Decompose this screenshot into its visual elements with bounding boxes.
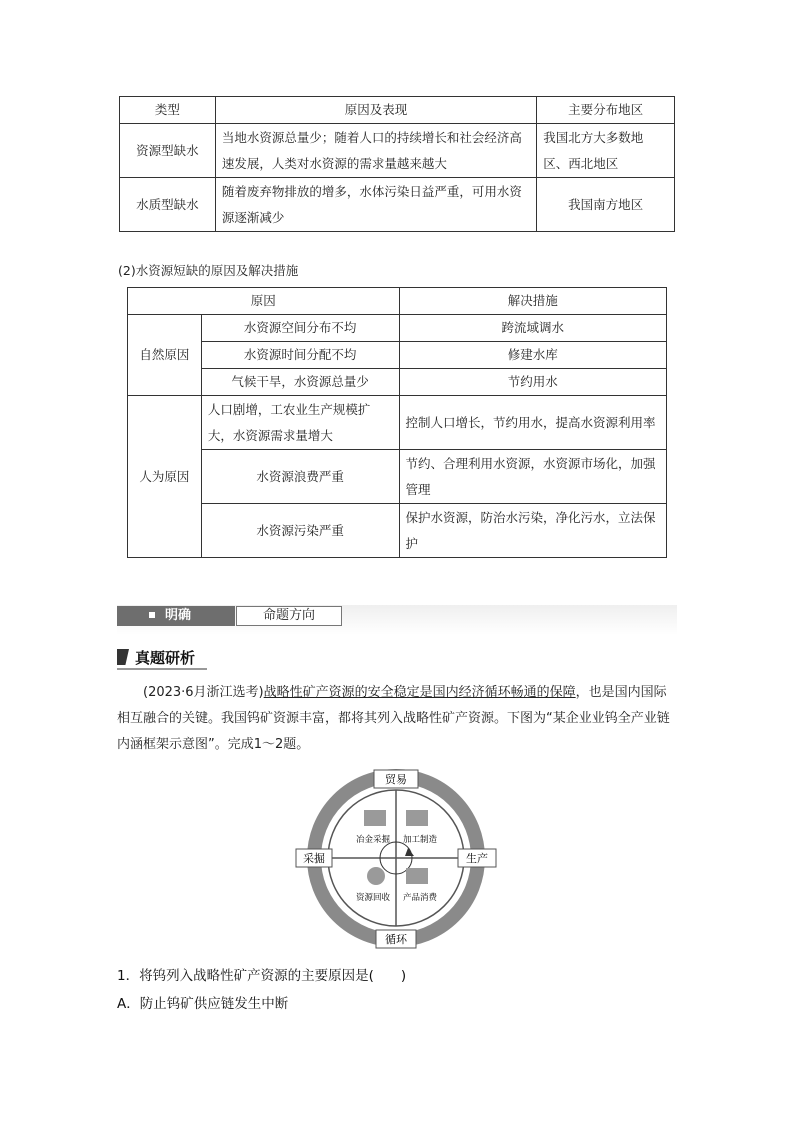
table-header-row [128,288,667,315]
table-cell-measure: 保护水资源，防治水污染，净化污水，立法保护 [399,504,667,558]
table-header-cell: 原因 [128,288,400,315]
table-cell-cause: 水资源污染严重 [201,504,399,558]
table-cell-region: 我国南方地区 [537,178,675,232]
table-cell-type: 资源型缺水 [120,124,216,178]
square-icon [149,612,155,618]
outer-label-left: 采掘 [303,852,325,865]
table-cell-type: 水质型缺水 [120,178,216,232]
table2-caption: (2)水资源短缺的原因及解决措施 [118,263,299,278]
table-cell-cause: 随着废弃物排放的增多，水体污染日益严重，可用水资源逐渐减少 [215,178,536,232]
table-cell-measure: 修建水库 [399,342,667,369]
factory-icon [406,810,428,826]
table-row [128,315,667,342]
recycle-icon [367,867,385,885]
table-row [128,369,667,396]
table-cell-cause: 人口剧增，工农业生产规模扩大，水资源需求量增大 [201,396,399,450]
table-cell-measure: 跨流域调水 [399,315,667,342]
table-row [128,504,667,558]
table-header-cell: 解决措施 [399,288,667,315]
section-title-text: 真题研析 [135,649,196,667]
table-header-cell: 原因及表现 [215,97,536,124]
table-cell-cause: 水资源浪费严重 [201,450,399,504]
table-cell-measure: 控制人口增长，节约用水，提高水资源利用率 [399,396,667,450]
question-stem [117,680,677,758]
section-marker-icon [117,649,129,665]
option-a[interactable]: A．防止钨矿供应链发生中断 [117,996,289,1012]
banner-label-dark [117,606,235,626]
table-row [128,396,667,450]
section-underline [117,668,207,670]
table-cell-measure: 节约用水 [399,369,667,396]
outer-label-top: 贸易 [385,773,407,786]
inner-label-tr: 加工制造 [402,835,438,845]
inner-label-bl: 资源回收 [355,893,391,903]
section-title [117,647,195,668]
table-row [120,178,675,232]
table-cell-measure: 节约、合理利用水资源，水资源市场化，加强管理 [399,450,667,504]
table-cell-cause: 当地水资源总量少；随着人口的持续增长和社会经济高速发展，人类对水资源的需求量越来越大 [215,124,536,178]
table-cell-region: 我国北方大多数地区、西北地区 [537,124,675,178]
question-1: 1．将钨列入战略性矿产资源的主要原因是( ) [117,968,407,984]
table-header-cell: 主要分布地区 [537,97,675,124]
inner-label-tl: 冶金采掘 [355,835,391,845]
table-cell-cause: 气候干旱，水资源总量少 [201,369,399,396]
table-row [128,450,667,504]
underlined-phrase: 战略性矿产资源的安全稳定是国内经济循环畅通的保障 [263,685,576,700]
table-row [128,342,667,369]
mining-icon [364,810,386,826]
outer-label-bottom: 循环 [385,933,407,946]
tungsten-chain-diagram [294,768,498,950]
table-header-row [120,97,675,124]
water-shortage-type-table [119,96,675,232]
banner-label-text: 明确 [165,608,192,623]
cart-icon [406,868,428,884]
water-shortage-cause-table [127,287,667,558]
source-label: (2023·6月浙江选考) [143,685,264,700]
table-header-cell: 类型 [120,97,216,124]
table-cell-category: 自然原因 [128,315,202,396]
table-cell-cause: 水资源空间分布不均 [201,315,399,342]
stem-text: ，也是国内国际相互融合的关键。我国钨矿资源丰富，都将其列入战略性矿产资源。下图为“某企业业钨全产业链内涵框架示意图”。完成1～2题。 [117,685,670,752]
banner-label-light: 命题方向 [236,606,342,626]
inner-label-br: 产品消费 [402,893,438,903]
table-cell-cause: 水资源时间分配不均 [201,342,399,369]
table-cell-category: 人为原因 [128,396,202,558]
table-row [120,124,675,178]
outer-label-right: 生产 [466,852,488,865]
